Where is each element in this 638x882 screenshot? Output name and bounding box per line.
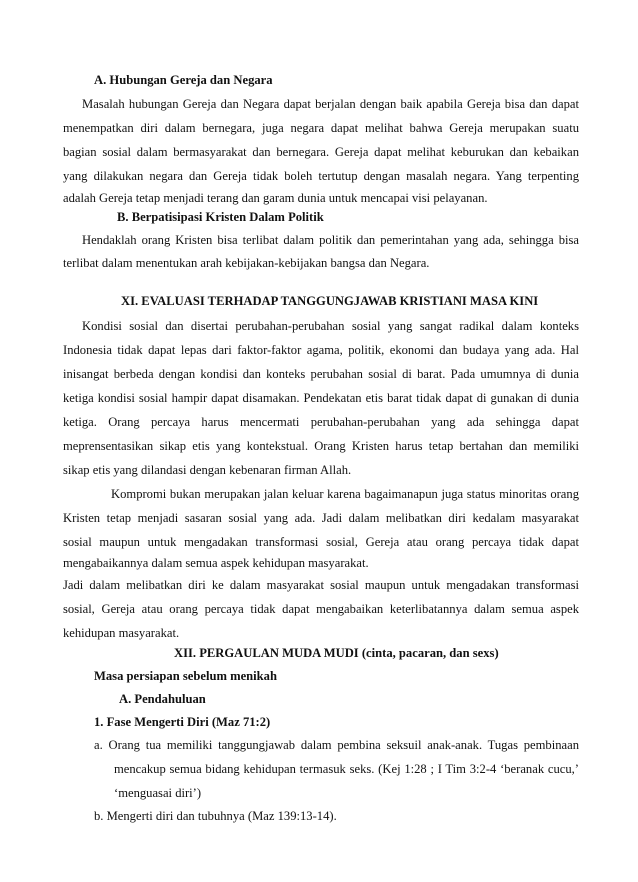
paragraph-line: sikap etis yang dilandasi dengan kebenaran firman Allah.: [63, 463, 352, 477]
paragraph-line: ketiga kondisi sosial hampir dapat disamakan. Pendekatan etis barat tidak dapat di gunakan di dunia: [63, 391, 579, 405]
paragraph-line: Masalah hubungan Gereja dan Negara dapat berjalan dengan baik apabila Gereja bisa dan dapat: [82, 97, 579, 111]
list-item-a-line: mencakup semua bidang kehidupan termasuk seks. (Kej 1:28 ; I Tim 3:2-4 ‘beranak cucu,’: [114, 762, 579, 776]
paragraph-line: yang dilakukan negara dan Gereja tidak boleh tertutup dengan masalah negara. Yang terpenting: [63, 169, 579, 183]
paragraph-line: Jadi dalam melibatkan diri ke dalam masyarakat sosial maupun untuk mengadakan transformasi: [63, 578, 579, 592]
paragraph-line: bagian sosial dalam bermasyarakat dan bernegara. Gereja dapat melihat keburukan dan kebaikan: [63, 145, 579, 159]
paragraph-line: adalah Gereja tetap menjadi terang dan garam dunia untuk mencapai visi pelayanan.: [63, 191, 488, 205]
section-a-heading: A. Hubungan Gereja dan Negara: [94, 73, 273, 87]
section-xi-heading: XI. EVALUASI TERHADAP TANGGUNGJAWAB KRISTIANI MASA KINI: [121, 294, 539, 308]
paragraph-line: mengabaikannya dalam semua aspek kehidupan masyarakat.: [63, 556, 369, 570]
paragraph-line: Indonesia tidak dapat lepas dari faktor-faktor agama, politik, ekonomi dan budaya yang ada. Hal: [63, 343, 579, 357]
paragraph-line: Kompromi bukan merupakan jalan keluar karena bagaimanapun juga status minoritas orang: [111, 487, 579, 501]
paragraph-line: Kondisi sosial dan disertai perubahan-perubahan sosial yang sangat radikal dalam konteks: [82, 319, 579, 333]
list-item-a-line: ‘menguasai diri’): [114, 786, 202, 800]
subsection-a-heading: A. Pendahuluan: [119, 692, 206, 706]
paragraph-line: ketiga. Orang percaya harus mencermati perubahan-perubahan yang ada sehingga dapat: [63, 415, 579, 429]
paragraph-line: Kristen tetap menjadi sasaran sosial yang ada. Jadi dalam melibatkan diri kedalam masyarakat: [63, 511, 579, 525]
paragraph-line: menempatkan diri dalam bernegara, juga negara dapat melihat bahwa Gereja merupakan suatu: [63, 121, 579, 135]
paragraph-line: meprensentasikan sikap etis yang kontekstual. Orang Kristen harus tetap bertahan dan memiliki: [63, 439, 579, 453]
paragraph-line: Hendaklah orang Kristen bisa terlibat dalam politik dan pemerintahan yang ada, sehingga bisa: [82, 233, 579, 247]
list-item-1: 1. Fase Mengerti Diri (Maz 71:2): [94, 715, 271, 729]
section-xii-heading: XII. PERGAULAN MUDA MUDI (cinta, pacaran, dan sexs): [174, 646, 499, 660]
paragraph-line: inisangat berbeda dengan kondisi dan konteks perubahan sosial di barat. Pada umumnya di dunia: [63, 367, 579, 381]
list-item-a-line: a. Orang tua memiliki tanggungjawab dalam pembina seksuil anak-anak. Tugas pembinaan: [94, 738, 579, 752]
paragraph-line: terlibat dalam menentukan arah kebijakan-kebijakan bangsa dan Negara.: [63, 256, 430, 270]
list-item-b: b. Mengerti diri dan tubuhnya (Maz 139:13-14).: [94, 809, 337, 823]
subheading: Masa persiapan sebelum menikah: [94, 669, 277, 683]
section-b-heading: B. Berpatisipasi Kristen Dalam Politik: [117, 210, 324, 224]
paragraph-line: kehidupan masyarakat.: [63, 626, 180, 640]
paragraph-line: sosial maupun untuk mengadakan transformasi sosial, Gereja atau orang percaya tidak dapat: [63, 535, 579, 549]
paragraph-line: sosial, Gereja atau orang percaya tidak dapat mengabaikan keterlibatannya dalam semua aspek: [63, 602, 579, 616]
